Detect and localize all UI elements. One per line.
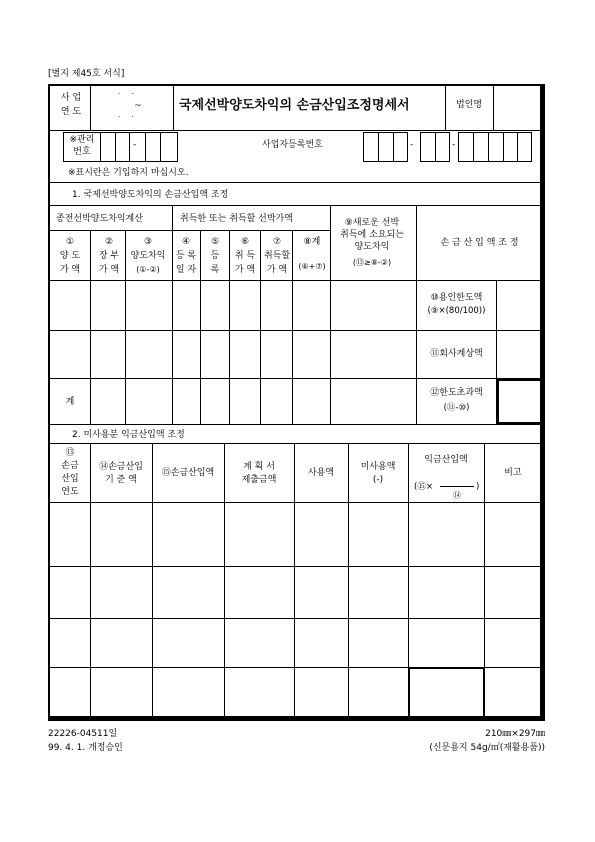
col9-line1: ⑨새로운 선박 xyxy=(344,218,400,228)
section2-title: 2. 미사용분 익금산입액 조정 xyxy=(72,430,185,440)
col2-number: ② xyxy=(104,237,114,247)
corp-name-field[interactable] xyxy=(502,90,540,128)
row10-label: ⑩용인한도액 xyxy=(430,293,483,303)
paper-size: 210㎜×297㎜ xyxy=(485,729,545,739)
adjustment-header: 손 금 산 입 액 조 정 xyxy=(440,238,519,248)
col16-label-2: 제출금액 xyxy=(241,475,277,485)
col13-label-1: 손금 xyxy=(61,461,79,471)
col3-label-2: (①-②) xyxy=(136,265,160,274)
col2-label-1: 장 부 xyxy=(98,251,120,261)
col7-number: ⑦ xyxy=(272,237,282,247)
group-ship-value: 취득한 또는 취득할 선박가액 xyxy=(180,214,293,224)
col9-line4: (⑬≥⑧-②) xyxy=(352,258,392,267)
col5-label-2: 록 xyxy=(210,265,220,275)
col3-number: ③ xyxy=(143,237,153,247)
col6-number: ⑥ xyxy=(240,237,250,247)
col6-label-1: 취 득 xyxy=(234,251,256,261)
mgmt-number-label-top: ※관리 xyxy=(69,135,95,145)
col19-label: 익금산입액 xyxy=(424,455,468,465)
col6-label-2: 가 액 xyxy=(234,265,256,275)
col20-label: 비고 xyxy=(504,468,522,478)
total-label: 계 xyxy=(65,397,75,407)
mgmt-number-label-bottom: 번호 xyxy=(73,147,91,157)
col5-label-1: 등 xyxy=(210,251,220,261)
approval-date: 99. 4. 1. 개정승인 xyxy=(48,743,123,753)
col19-formula-right: ) xyxy=(476,482,480,492)
row12-value[interactable] xyxy=(497,379,545,424)
col4-label-1: 등 록 xyxy=(175,251,197,261)
col1-label-2: 가 액 xyxy=(59,265,81,275)
mgmt-number-field-2[interactable] xyxy=(145,133,177,161)
col1-label-1: 양 도 xyxy=(59,251,81,261)
row10-formula: (⑨×(80/100)) xyxy=(427,306,486,316)
col7-label-2: 가 액 xyxy=(266,265,288,275)
period-separator: ~ xyxy=(134,101,142,111)
period-start-dots: · · xyxy=(118,90,134,98)
section1-title: 1. 국제선박양도차익의 손금산입액 조정 xyxy=(72,190,229,200)
row11-value[interactable] xyxy=(497,331,540,378)
row10-value[interactable] xyxy=(497,281,540,330)
col9-line2: 취득에 소요되는 xyxy=(340,230,404,240)
biz-reg-field-1[interactable] xyxy=(363,132,408,162)
biz-reg-label: 사업자등록번호 xyxy=(262,140,323,150)
biz-reg-dash-1: - xyxy=(410,140,414,150)
row12-label: ⑫한도초과액 xyxy=(430,388,483,398)
col17-label: 사용액 xyxy=(307,468,335,478)
col3-label-1: 양도차익 xyxy=(130,251,166,261)
col4-number: ④ xyxy=(181,237,191,247)
col13-label-3: 연도 xyxy=(61,487,79,497)
year-label-top: 사 업 xyxy=(60,93,82,103)
col14-label-1: ⑭손금산입 xyxy=(99,462,143,472)
form-code: 22226-04511일 xyxy=(48,729,118,739)
year-label-bottom: 연 도 xyxy=(60,107,82,117)
col18-label-1: 미사용액 xyxy=(360,462,396,472)
col5-number: ⑤ xyxy=(210,237,220,247)
col14-label-2: 기 준 액 xyxy=(105,475,137,485)
total-income-inclusion-value[interactable] xyxy=(408,667,485,720)
corp-name-label: 법인명 xyxy=(455,100,483,110)
col15-label: ⑮손금산입액 xyxy=(161,468,215,478)
col13-label-2: 산입 xyxy=(61,474,79,484)
col19-formula-left: (⑮× xyxy=(414,482,433,492)
col1-number: ① xyxy=(65,237,75,247)
col9-line3: 양도차익 xyxy=(354,242,390,252)
col7-label-1: 취득할 xyxy=(263,251,291,261)
row12-formula: (⑪-⑩) xyxy=(443,403,470,413)
col8-formula: (⑥+⑦) xyxy=(298,262,326,271)
form-number-label: [별지 제45호 서식] xyxy=(48,69,125,79)
col18-label-2: (-) xyxy=(372,475,384,485)
col16-label-1: 계 획 서 xyxy=(243,462,275,472)
biz-reg-dash-2: - xyxy=(452,140,456,150)
group-prev-ship-gain: 종전선박양도차익계산 xyxy=(56,214,143,224)
mgmt-number-field-1[interactable] xyxy=(100,133,130,161)
paper-spec: (신문용지 54g/㎡(재활용품)) xyxy=(429,743,545,753)
col4-label-2: 일 자 xyxy=(175,265,197,275)
col8-label: ⑧계 xyxy=(303,237,321,247)
biz-reg-field-3[interactable] xyxy=(458,132,532,162)
row11-label: ⑪회사계상액 xyxy=(430,349,483,359)
col13-number: ⑬ xyxy=(65,448,75,458)
col19-denominator: ⑭ xyxy=(453,491,461,500)
form-title: 국제선박양도차익의 손금산입조정명세서 xyxy=(179,98,410,113)
period-end-dots: · · xyxy=(118,113,134,121)
col2-label-2: 가 액 xyxy=(98,265,120,275)
notice-text: ※표시란은 기입하지 마십시오. xyxy=(68,168,189,178)
mgmt-number-dash: - xyxy=(133,140,137,150)
